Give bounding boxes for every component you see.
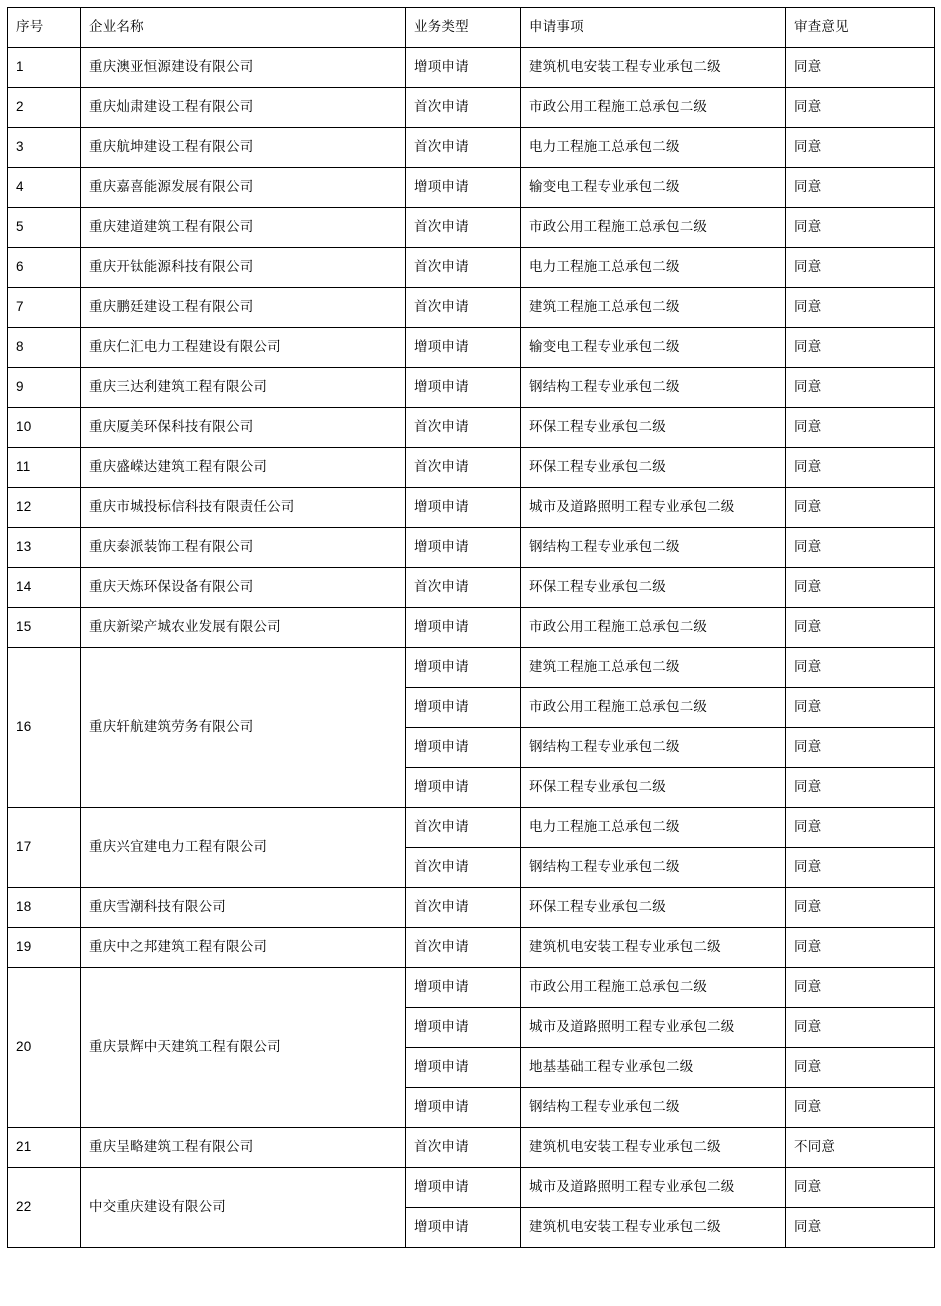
- cell-seq: 4: [8, 168, 81, 208]
- cell-review-opinion: 同意: [786, 488, 935, 528]
- table-row: [8, 608, 935, 648]
- table-row: [8, 208, 935, 248]
- cell-business-type: 增项申请: [406, 488, 521, 528]
- table-row: [8, 128, 935, 168]
- qualification-approval-table: [7, 7, 935, 1248]
- cell-application-item: 电力工程施工总承包二级: [521, 128, 786, 168]
- cell-application-item: 建筑机电安装工程专业承包二级: [521, 48, 786, 88]
- table-row: [8, 968, 935, 1008]
- cell-business-type: 首次申请: [406, 248, 521, 288]
- cell-company-name: 重庆航坤建设工程有限公司: [81, 128, 406, 168]
- cell-seq: 13: [8, 528, 81, 568]
- cell-review-opinion: 同意: [786, 1208, 935, 1248]
- table-row: [8, 528, 935, 568]
- cell-application-item: 建筑机电安装工程专业承包二级: [521, 928, 786, 968]
- cell-company-name: 重庆盛嵘达建筑工程有限公司: [81, 448, 406, 488]
- cell-company-name: 重庆新梁产城农业发展有限公司: [81, 608, 406, 648]
- cell-seq: 6: [8, 248, 81, 288]
- cell-review-opinion: 同意: [786, 1088, 935, 1128]
- cell-review-opinion: 同意: [786, 368, 935, 408]
- cell-review-opinion: 同意: [786, 168, 935, 208]
- cell-review-opinion: 同意: [786, 328, 935, 368]
- cell-company-name: 重庆景辉中天建筑工程有限公司: [81, 968, 406, 1128]
- cell-business-type: 首次申请: [406, 208, 521, 248]
- column-header-item: 申请事项: [521, 8, 786, 48]
- cell-application-item: 市政公用工程施工总承包二级: [521, 208, 786, 248]
- cell-application-item: 市政公用工程施工总承包二级: [521, 688, 786, 728]
- cell-review-opinion: 不同意: [786, 1128, 935, 1168]
- cell-application-item: 钢结构工程专业承包二级: [521, 848, 786, 888]
- table-body: [8, 48, 935, 1248]
- table-row: [8, 888, 935, 928]
- cell-seq: 5: [8, 208, 81, 248]
- cell-review-opinion: 同意: [786, 968, 935, 1008]
- cell-company-name: 重庆呈略建筑工程有限公司: [81, 1128, 406, 1168]
- cell-company-name: 重庆三达利建筑工程有限公司: [81, 368, 406, 408]
- cell-company-name: 重庆开钛能源科技有限公司: [81, 248, 406, 288]
- cell-application-item: 电力工程施工总承包二级: [521, 248, 786, 288]
- cell-company-name: 重庆澳亚恒源建设有限公司: [81, 48, 406, 88]
- table-row: [8, 928, 935, 968]
- column-header-company: 企业名称: [81, 8, 406, 48]
- cell-company-name: 重庆泰派装饰工程有限公司: [81, 528, 406, 568]
- cell-application-item: 城市及道路照明工程专业承包二级: [521, 1008, 786, 1048]
- column-header-opinion: 审查意见: [786, 8, 935, 48]
- cell-seq: 12: [8, 488, 81, 528]
- cell-company-name: 重庆灿肃建设工程有限公司: [81, 88, 406, 128]
- cell-business-type: 首次申请: [406, 88, 521, 128]
- table-row: [8, 1128, 935, 1168]
- cell-application-item: 城市及道路照明工程专业承包二级: [521, 1168, 786, 1208]
- cell-seq: 10: [8, 408, 81, 448]
- cell-application-item: 钢结构工程专业承包二级: [521, 368, 786, 408]
- cell-application-item: 城市及道路照明工程专业承包二级: [521, 488, 786, 528]
- cell-review-opinion: 同意: [786, 1168, 935, 1208]
- cell-company-name: 重庆市城投标信科技有限责任公司: [81, 488, 406, 528]
- table-row: [8, 88, 935, 128]
- cell-business-type: 首次申请: [406, 848, 521, 888]
- cell-review-opinion: 同意: [786, 608, 935, 648]
- cell-business-type: 增项申请: [406, 768, 521, 808]
- cell-business-type: 增项申请: [406, 168, 521, 208]
- cell-company-name: 重庆仁汇电力工程建设有限公司: [81, 328, 406, 368]
- cell-application-item: 市政公用工程施工总承包二级: [521, 968, 786, 1008]
- table-row: [8, 288, 935, 328]
- cell-company-name: 重庆嘉喜能源发展有限公司: [81, 168, 406, 208]
- cell-business-type: 首次申请: [406, 288, 521, 328]
- cell-seq: 18: [8, 888, 81, 928]
- cell-business-type: 首次申请: [406, 568, 521, 608]
- table-row: [8, 648, 935, 688]
- cell-seq: 14: [8, 568, 81, 608]
- cell-review-opinion: 同意: [786, 768, 935, 808]
- cell-application-item: 建筑工程施工总承包二级: [521, 648, 786, 688]
- table-row: [8, 808, 935, 848]
- table-row: [8, 168, 935, 208]
- cell-business-type: 增项申请: [406, 968, 521, 1008]
- cell-business-type: 首次申请: [406, 1128, 521, 1168]
- cell-application-item: 钢结构工程专业承包二级: [521, 528, 786, 568]
- cell-review-opinion: 同意: [786, 448, 935, 488]
- table-row: [8, 568, 935, 608]
- cell-business-type: 增项申请: [406, 1008, 521, 1048]
- cell-business-type: 首次申请: [406, 128, 521, 168]
- cell-seq: 17: [8, 808, 81, 888]
- cell-business-type: 增项申请: [406, 1208, 521, 1248]
- cell-review-opinion: 同意: [786, 48, 935, 88]
- cell-business-type: 增项申请: [406, 1168, 521, 1208]
- cell-review-opinion: 同意: [786, 88, 935, 128]
- cell-review-opinion: 同意: [786, 688, 935, 728]
- cell-application-item: 钢结构工程专业承包二级: [521, 728, 786, 768]
- cell-business-type: 首次申请: [406, 888, 521, 928]
- table-row: [8, 328, 935, 368]
- cell-application-item: 输变电工程专业承包二级: [521, 168, 786, 208]
- cell-business-type: 增项申请: [406, 688, 521, 728]
- cell-business-type: 首次申请: [406, 808, 521, 848]
- cell-business-type: 增项申请: [406, 1088, 521, 1128]
- table-row: [8, 248, 935, 288]
- cell-company-name: 重庆建道建筑工程有限公司: [81, 208, 406, 248]
- table-row: [8, 368, 935, 408]
- cell-application-item: 输变电工程专业承包二级: [521, 328, 786, 368]
- cell-seq: 7: [8, 288, 81, 328]
- cell-seq: 20: [8, 968, 81, 1128]
- table-row: [8, 488, 935, 528]
- cell-review-opinion: 同意: [786, 848, 935, 888]
- cell-business-type: 增项申请: [406, 648, 521, 688]
- cell-business-type: 增项申请: [406, 1048, 521, 1088]
- table-row: [8, 408, 935, 448]
- cell-seq: 2: [8, 88, 81, 128]
- cell-company-name: 重庆雪潮科技有限公司: [81, 888, 406, 928]
- cell-company-name: 重庆厦美环保科技有限公司: [81, 408, 406, 448]
- cell-seq: 16: [8, 648, 81, 808]
- cell-company-name: 重庆鹏廷建设工程有限公司: [81, 288, 406, 328]
- cell-seq: 9: [8, 368, 81, 408]
- cell-review-opinion: 同意: [786, 528, 935, 568]
- cell-review-opinion: 同意: [786, 728, 935, 768]
- cell-seq: 22: [8, 1168, 81, 1248]
- column-header-type: 业务类型: [406, 8, 521, 48]
- cell-review-opinion: 同意: [786, 288, 935, 328]
- cell-review-opinion: 同意: [786, 208, 935, 248]
- cell-company-name: 重庆中之邦建筑工程有限公司: [81, 928, 406, 968]
- cell-business-type: 增项申请: [406, 608, 521, 648]
- cell-seq: 3: [8, 128, 81, 168]
- cell-business-type: 增项申请: [406, 328, 521, 368]
- cell-company-name: 中交重庆建设有限公司: [81, 1168, 406, 1248]
- cell-business-type: 首次申请: [406, 928, 521, 968]
- cell-review-opinion: 同意: [786, 1008, 935, 1048]
- table-header-row: [8, 8, 935, 48]
- cell-business-type: 增项申请: [406, 48, 521, 88]
- cell-application-item: 建筑机电安装工程专业承包二级: [521, 1208, 786, 1248]
- cell-application-item: 建筑工程施工总承包二级: [521, 288, 786, 328]
- cell-application-item: 环保工程专业承包二级: [521, 408, 786, 448]
- cell-company-name: 重庆天炼环保设备有限公司: [81, 568, 406, 608]
- cell-review-opinion: 同意: [786, 248, 935, 288]
- cell-review-opinion: 同意: [786, 648, 935, 688]
- cell-review-opinion: 同意: [786, 408, 935, 448]
- cell-application-item: 建筑机电安装工程专业承包二级: [521, 1128, 786, 1168]
- cell-application-item: 市政公用工程施工总承包二级: [521, 88, 786, 128]
- column-header-seq: 序号: [8, 8, 81, 48]
- cell-application-item: 环保工程专业承包二级: [521, 448, 786, 488]
- cell-seq: 11: [8, 448, 81, 488]
- cell-application-item: 环保工程专业承包二级: [521, 888, 786, 928]
- cell-seq: 21: [8, 1128, 81, 1168]
- cell-company-name: 重庆兴宜建电力工程有限公司: [81, 808, 406, 888]
- cell-application-item: 地基基础工程专业承包二级: [521, 1048, 786, 1088]
- cell-seq: 15: [8, 608, 81, 648]
- cell-seq: 19: [8, 928, 81, 968]
- cell-review-opinion: 同意: [786, 128, 935, 168]
- cell-review-opinion: 同意: [786, 808, 935, 848]
- cell-review-opinion: 同意: [786, 1048, 935, 1088]
- cell-application-item: 市政公用工程施工总承包二级: [521, 608, 786, 648]
- cell-business-type: 首次申请: [406, 448, 521, 488]
- table-row: [8, 48, 935, 88]
- cell-application-item: 环保工程专业承包二级: [521, 768, 786, 808]
- cell-company-name: 重庆轩航建筑劳务有限公司: [81, 648, 406, 808]
- table-row: [8, 448, 935, 488]
- table-header: [8, 8, 935, 48]
- cell-review-opinion: 同意: [786, 568, 935, 608]
- cell-seq: 8: [8, 328, 81, 368]
- cell-review-opinion: 同意: [786, 928, 935, 968]
- cell-application-item: 电力工程施工总承包二级: [521, 808, 786, 848]
- cell-application-item: 环保工程专业承包二级: [521, 568, 786, 608]
- table-row: [8, 1168, 935, 1208]
- cell-application-item: 钢结构工程专业承包二级: [521, 1088, 786, 1128]
- cell-business-type: 首次申请: [406, 408, 521, 448]
- cell-review-opinion: 同意: [786, 888, 935, 928]
- cell-business-type: 增项申请: [406, 368, 521, 408]
- cell-business-type: 增项申请: [406, 528, 521, 568]
- cell-business-type: 增项申请: [406, 728, 521, 768]
- cell-seq: 1: [8, 48, 81, 88]
